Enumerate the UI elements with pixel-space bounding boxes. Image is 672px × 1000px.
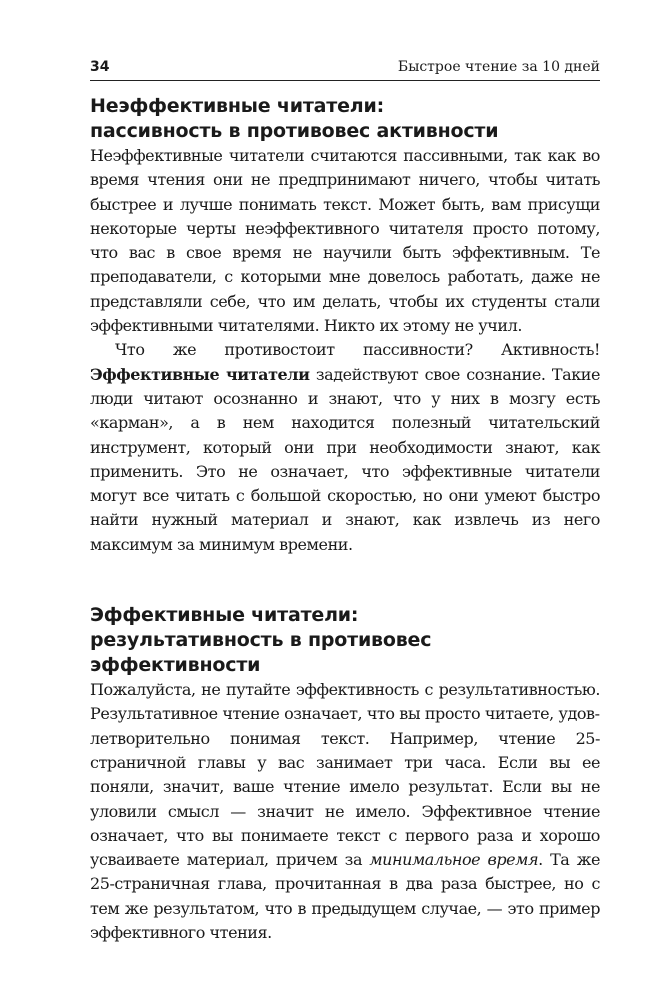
text-run: . Та же 25-страничная глава, прочитанная в два раза быстрее, но с тем же результатом, что в предыдущем случае, — это пример эффективного чтения. [90,850,600,943]
section-ineffective-readers [90,94,600,557]
paragraph [90,678,600,945]
text-run: Что же противостоит пассивности? Активность! [115,340,600,360]
section-effective-readers [90,603,600,945]
text-run: Пожалуйста, не путайте эффективность с результативностью. Результативное чтение означает, что вы просто читаете, удовлетворительно понимая текст. Например, чтение 25-страничной главы у вас занимает три часа. Если вы ее поняли, значит, ваше чтение имело результат. Если вы не уловили смысл — значит не имело. Эффективное чтение означает, что вы понимаете текст с первого раза и хорошо усваиваете материал, причем за [90,680,600,870]
text-run: задействуют свое сознание. Такие люди читают осознанно и знают, что у них в мозгу есть «карман», а в нем находится полезный читательский инструмент, который они при необходимости знают, как применить. Это не означает, что эффективные читатели могут все читать с большой скоростью, но они умеют быстро найти нужный материал и знают, как извлечь из него максимум за минимум времени. [90,364,600,554]
text-run: Неэффективные читатели считаются пассивными, так как во время чтения они не предпринимают ничего, чтобы читать быстрее и лучше понимать текст. Может быть, вам присущи некоторые черты неэффективного читателя просто потому, что вас в свое время не научили быть эффективным. Те преподаватели, с которыми мне довелось работать, даже не представляли себе, что им делать, чтобы их студенты стали эффективными читателями. Никто их этому не учил. [90,146,600,336]
paragraph [90,144,600,338]
book-title: Быстрое чтение за 10 дней [397,59,600,75]
section-heading [90,94,600,144]
bold-term: Эффективные читатели [90,364,310,384]
italic-term: минимальное время [369,850,539,870]
heading-line: результативность в противовес эффективности [90,629,432,677]
section-heading [90,603,600,678]
page-number: 34 [90,59,110,75]
heading-line: Неэффективные читатели: [90,95,385,117]
heading-line: Эффективные читатели: [90,604,359,627]
running-head [90,55,600,81]
paragraph [90,338,600,557]
page-content [90,94,600,945]
heading-line: пассивность в противовес активности [90,120,499,142]
